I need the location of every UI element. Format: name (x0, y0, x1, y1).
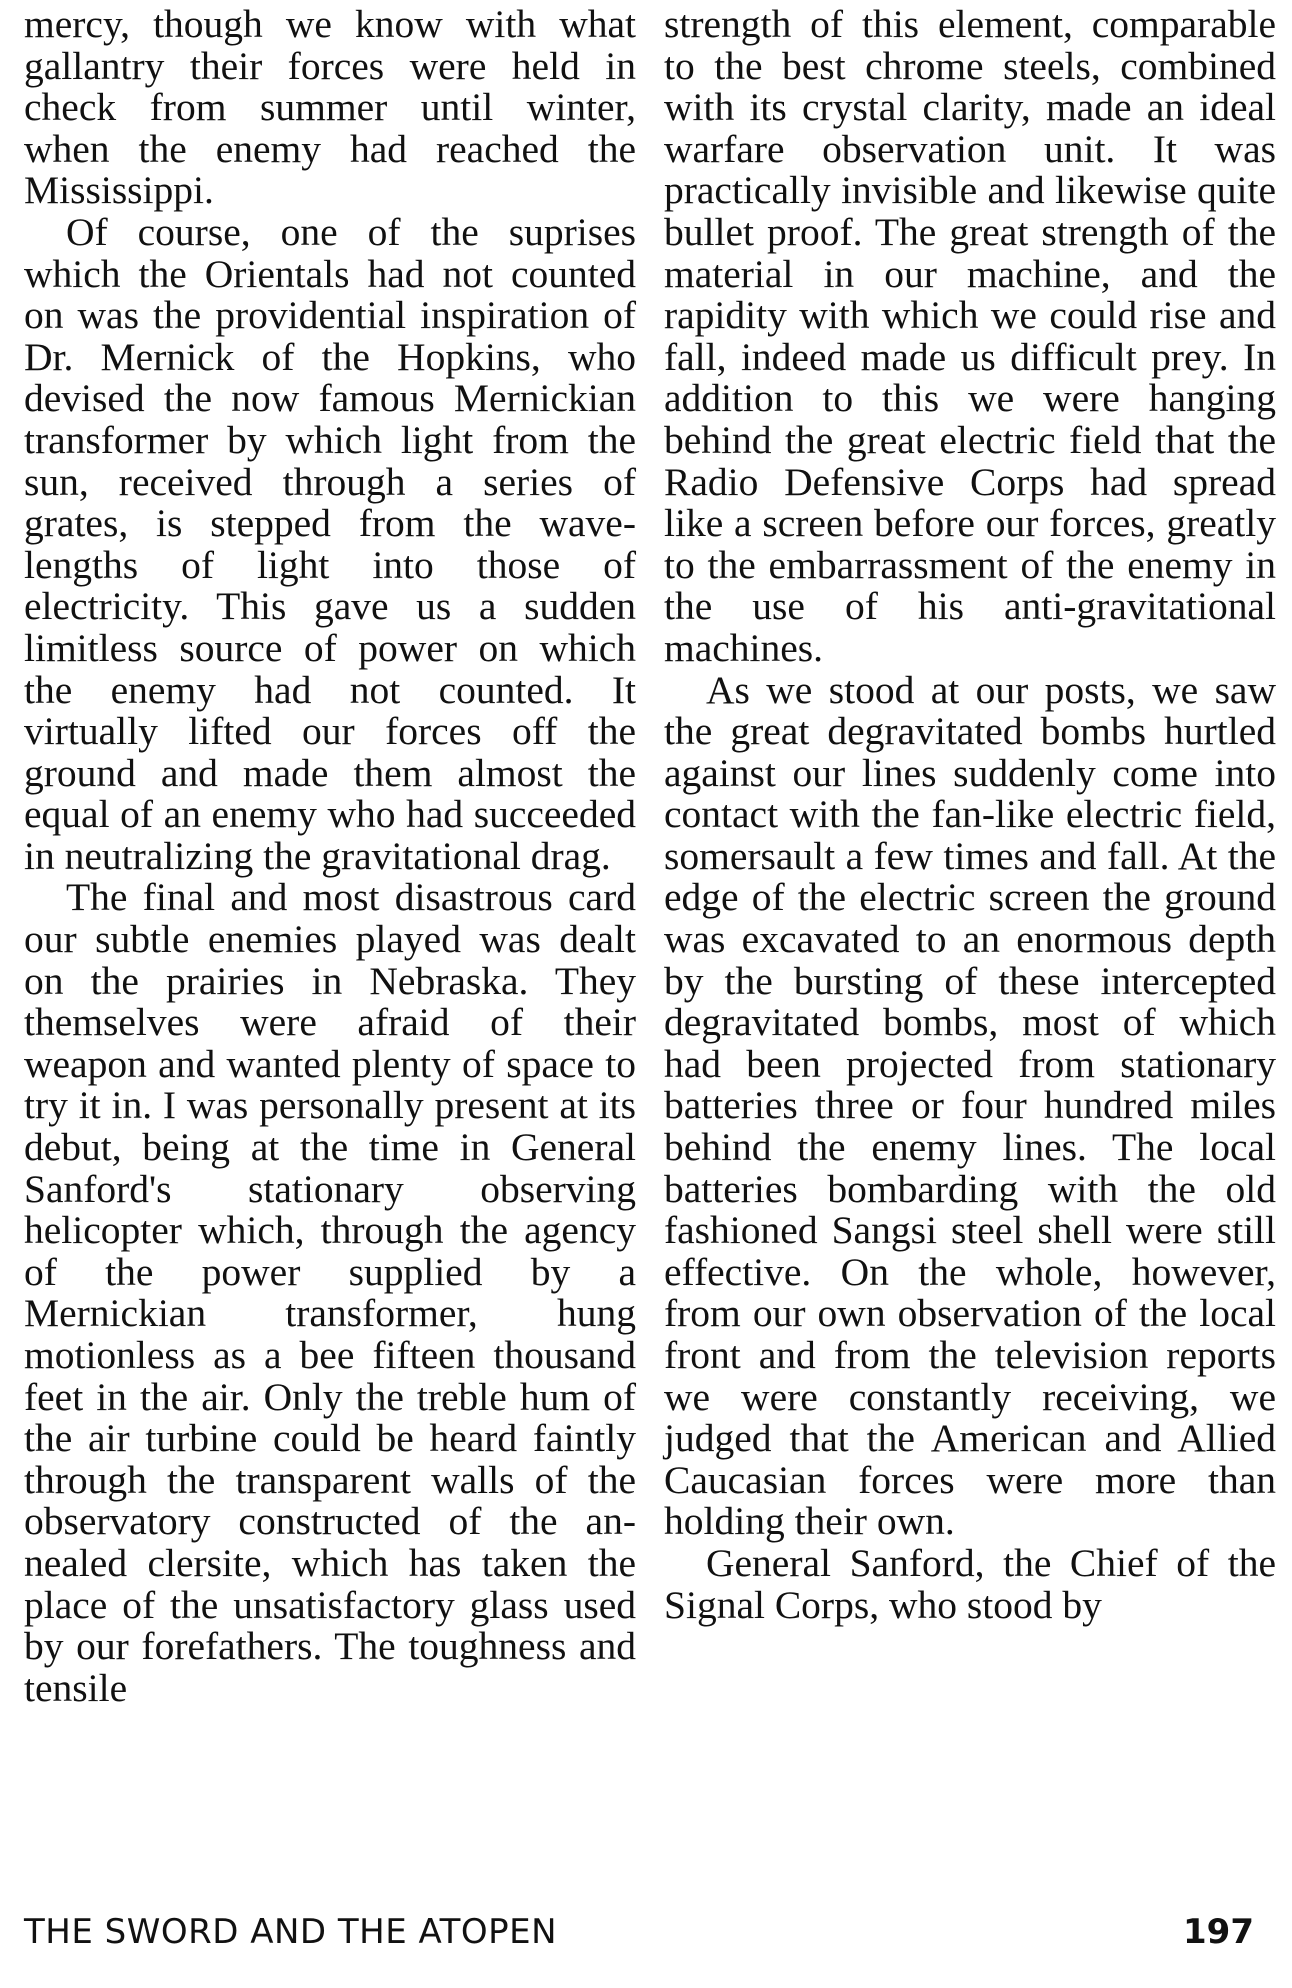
page-footer (24, 1912, 1254, 1962)
running-title: THE SWORD AND THE ATOPEN (24, 1912, 558, 1952)
left-text-column (24, 4, 636, 1709)
right-paragraph-2: As we stood at our posts, we saw the great degravitated bombs hurtled against our lines suddenly come into contact with the fan-like electric field, somersault a few times and fall. At the edge of the electric screen the ground was excavated to an enormous depth by the bursting of these intercepted degravitated bombs, most of which had been projected from stationary batteries three or four hundred miles behind the enemy lines. The local batteries bombarding with the old fashioned Sangsi steel shell were still effective. On the whole, however, from our own observation of the local front and from the television reports we were constantly receiving, we judged that the American and Allied Caucasian forces were more than holding their own. (664, 667, 1276, 1544)
page-number: 197 (1183, 1912, 1254, 1952)
left-paragraph-3: The final and most disastrous card our subtle enemies played was dealt on the prairies in Nebraska. They themselves were afraid of their weapon and wanted plenty of space to try it in. I was personally present at its debut, being at the time in General Sanford's stationary observing helicopter which, through the agency of the power supplied by a Mernickian transformer, hung motionless as a bee fifteen thousand feet in the air. Only the treble hum of the air turbine could be heard faintly through the transparent walls of the observatory constructed of the annealed clersite, which has taken the place of the unsatisfactory glass used by our forefathers. The toughness and tensile (24, 875, 636, 1710)
left-paragraph-1: mercy, though we know with what gallantry their forces were held in check from summer until winter, when the enemy had reached the Mississippi. (24, 2, 636, 213)
left-paragraph-2: Of course, one of the suprises which the Orientals had not counted on was the providential inspiration of Dr. Mernick of the Hopkins, who devised the now famous Mernickian transformer by which light from the sun, received through a series of grates, is stepped from the wavelengths of light into those of electricity. This gave us a sudden limitless source of power on which the enemy had not counted. It virtually lifted our forces off the ground and made them almost the equal of an enemy who had succeeded in neutralizing the gravitational drag. (24, 209, 636, 878)
right-text-column (664, 4, 1276, 1626)
right-paragraph-3: General Sanford, the Chief of the Signal Corps, who stood by (664, 1540, 1276, 1627)
right-paragraph-1: strength of this element, comparable to the best chrome steels, combined with its crystal clarity, made an ideal warfare observation unit. It was practically invisible and likewise quite bullet proof. The great strength of the material in our machine, and the rapidity with which we could rise and fall, indeed made us difficult prey. In addition to this we were hanging behind the great electric field that the Radio Defensive Corps had spread like a screen before our forces, greatly to the embarrassment of the enemy in the use of his anti-gravitational machines. (664, 2, 1276, 670)
